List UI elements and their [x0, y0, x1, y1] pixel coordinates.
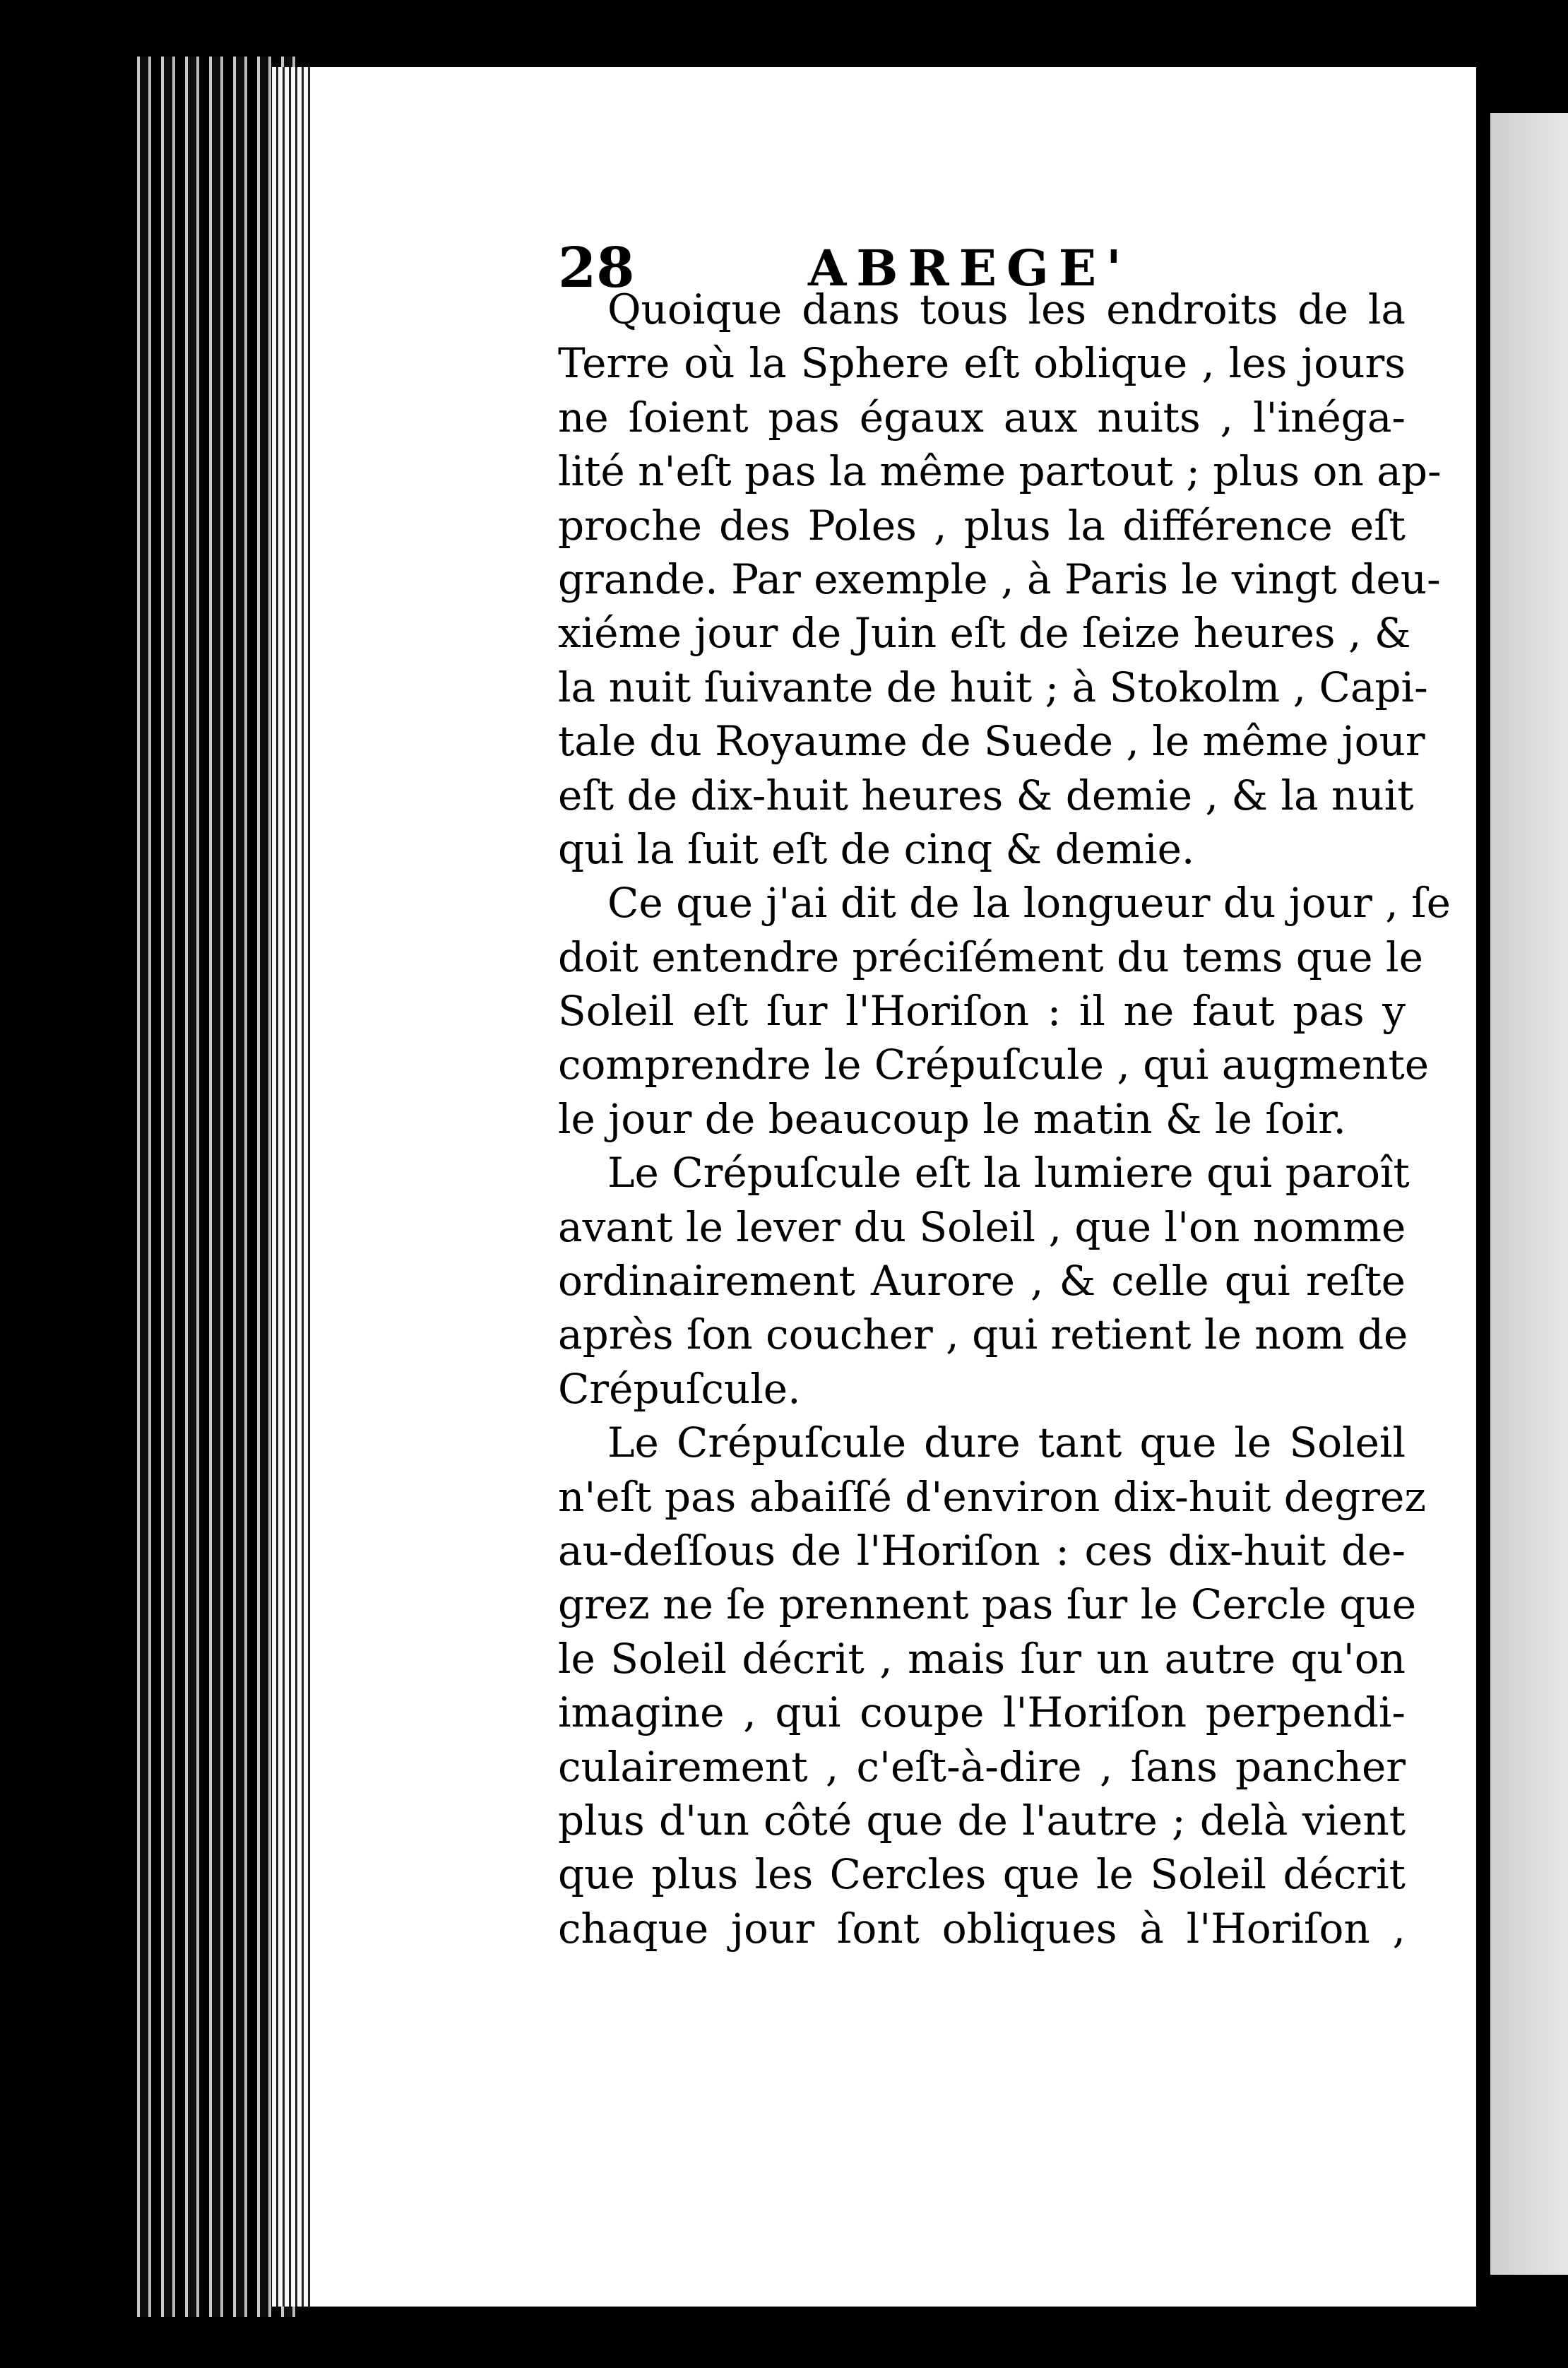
- gutter-edges: [272, 67, 311, 2307]
- facing-page-edge: [1476, 113, 1568, 2275]
- text-line: qui la ſuit eſt de cinq & demie.: [558, 824, 1195, 873]
- text-line: que plus les Cercles que le Soleil décrit: [558, 1850, 1406, 1899]
- text-line: culairement , c'eſt-à-dire , ſans pancher: [558, 1742, 1406, 1791]
- text-line: tale du Royaume de Suede , le même jour: [558, 717, 1425, 766]
- text-line: imagine , qui coupe l'Horiſon perpendi-: [558, 1688, 1406, 1737]
- text-line: ne ſoient pas égaux aux nuits , l'inéga-: [558, 393, 1406, 442]
- text-line: le jour de beaucoup le matin & le ſoir.: [558, 1094, 1346, 1143]
- text-line: après ſon coucher , qui retient le nom de: [558, 1310, 1408, 1359]
- text-line: grez ne ſe prennent pas ſur le Cercle que: [558, 1580, 1417, 1629]
- text-line: Terre où la Sphere eſt oblique , les jours: [558, 339, 1406, 388]
- running-title: ABREGE': [808, 239, 1132, 297]
- text-line: au-deſſous de l'Horiſon : ces dix-huit de-: [558, 1526, 1406, 1575]
- page-number: 28: [558, 236, 635, 300]
- text-line: doit entendre préciſément du tems que le: [558, 933, 1423, 981]
- body-text: [558, 283, 1451, 1955]
- text-line: chaque jour ſont obliques à l'Horiſon ,: [558, 1904, 1406, 1953]
- text-line: xiéme jour de Juin eſt de ſeize heures , &: [558, 609, 1411, 658]
- text-line: eſt de dix-huit heures & demie , & la nuit: [558, 771, 1414, 819]
- text-line: lité n'eſt pas la même partout ; plus on ap-: [558, 447, 1442, 496]
- text-line: la nuit ſuivante de huit ; à Stokolm , Capi-: [558, 663, 1428, 711]
- text-line: comprendre le Crépuſcule , qui augmente: [558, 1041, 1430, 1089]
- text-line: Le Crépuſcule eſt la lumiere qui paroît: [607, 1149, 1410, 1197]
- text-line: Ce que j'ai dit de la longueur du jour , ſe: [607, 879, 1451, 928]
- text-line: plus d'un côté que de l'autre ; delà vient: [558, 1796, 1406, 1845]
- text-line: n'eſt pas abaiſſé d'environ dix-huit degrez: [558, 1472, 1426, 1521]
- text-line: Le Crépuſcule dure tant que le Soleil: [607, 1419, 1406, 1467]
- text-line: proche des Poles , plus la différence eſt: [558, 501, 1406, 550]
- text-line: le Soleil décrit , mais ſur un autre qu'on: [558, 1634, 1406, 1683]
- text-line: Quoique dans tous les endroits de la: [607, 285, 1406, 333]
- text-line: Soleil eſt ſur l'Horiſon : il ne faut pas y: [558, 987, 1406, 1036]
- text-line: grande. Par exemple , à Paris le vingt deu-: [558, 555, 1441, 603]
- text-line: avant le lever du Soleil , que l'on nomme: [558, 1202, 1406, 1251]
- text-line: ordinairement Aurore , & celle qui reſte: [558, 1257, 1406, 1306]
- text-line: Crépuſcule.: [558, 1364, 801, 1413]
